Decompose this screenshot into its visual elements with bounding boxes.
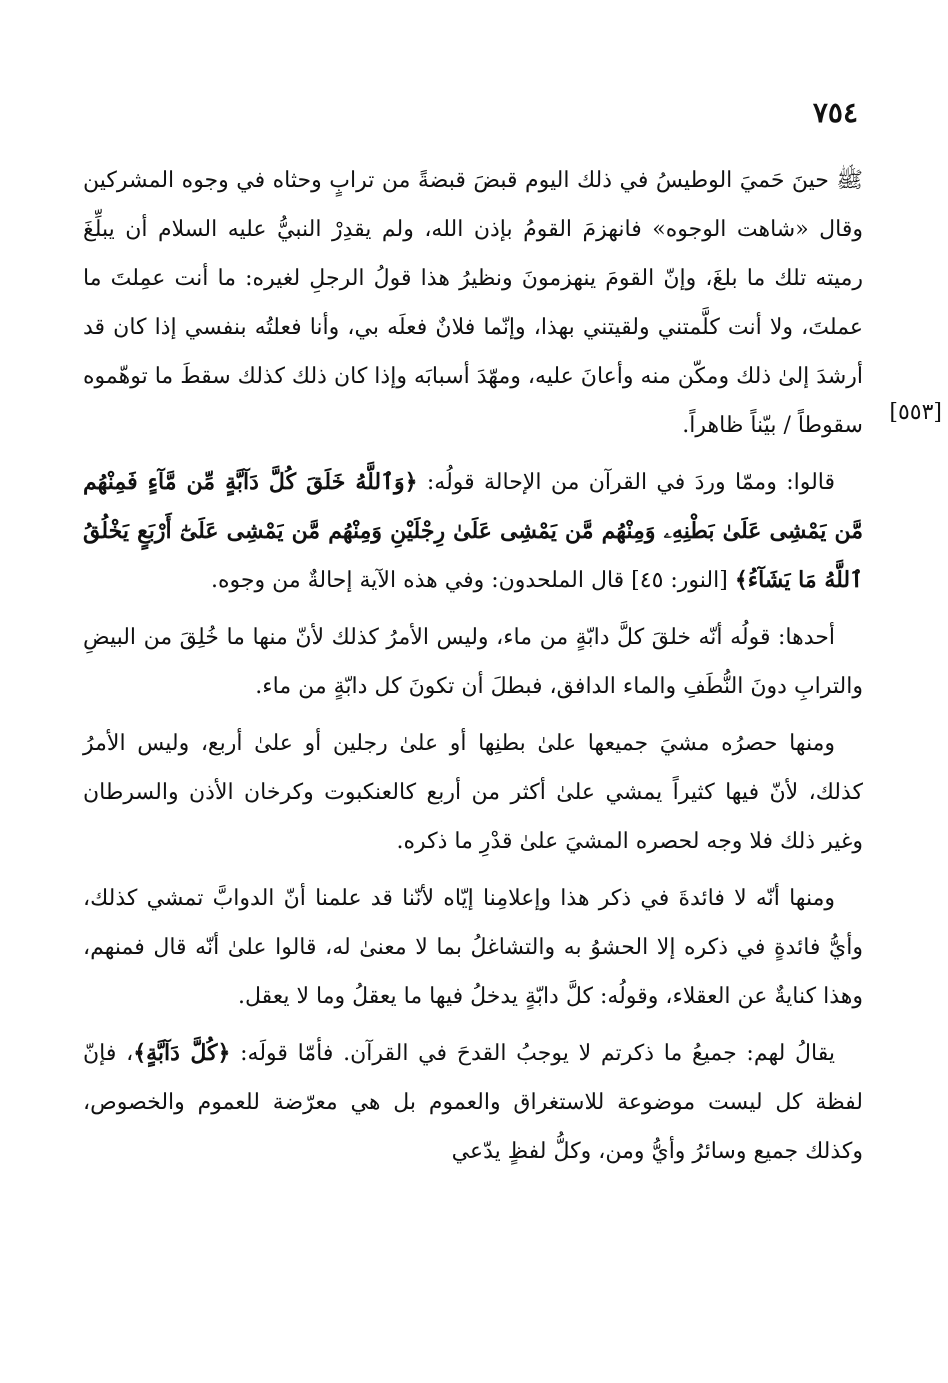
paragraph-text: ، فإنّ لفظة كل ليست موضوعة للاستغراق والعموم بل هي معرّضة للعموم والخصوص، وكذلك جميع وسائرُ وأيُّ ومن، وكلُّ لفظٍ يدّعي xyxy=(83,1041,863,1164)
paragraph-1 xyxy=(83,156,863,450)
paragraph-5 xyxy=(83,874,863,1021)
paragraph-text: ﷺ حينَ حَميَ الوطيسُ في ذلك اليوم قبضَ قبضةً من ترابٍ وحثاه في وجوه المشركين وقال «شاهت الوجوه» فانهزمَ القومُ بإذن الله، ولم يقدِرْ النبيُّ عليه السلام أن يبلِّغَ رميته تلك ما بلغَ، وإنّ القومَ ينهزمونَ ونظيرُ هذا قولُ الرجلِ لغيره: ما أنت عمِلتَ ما عملتَ، ولا أنت كلَّمتني ولقيتني بهذا، وإنّما فلانٌ فعلَه بي، وأنا فعلتُه بنفسي إذا كان قد أرشدَ إلىٰ ذلك ومكّن منه وأعانَ عليه، ومهّدَ أسبابَه وإذا كان ذلك كذلك سقطَ ما توهّموه سقوطاً / بيّناً ظاهراً. xyxy=(83,168,863,438)
paragraph-text: ومنها حصرُه مشيَ جميعها علىٰ بطنِها أو علىٰ رجلين أو علىٰ أربع، وليس الأمرُ كذلك، لأنّ فيها كثيراً يمشي علىٰ أكثر من أربع كالعنكبوت وكرخان الأذن والسرطان وغير ذلك فلا وجه لحصره المشيَ علىٰ قدْرِ ما ذكره. xyxy=(83,731,863,854)
paragraph-text: يقالُ لهم: جميعُ ما ذكرتم لا يوجبُ القدحَ في القرآن. فأمّا قولَه: xyxy=(230,1041,835,1066)
paragraph-6 xyxy=(83,1029,863,1176)
page-number: ٧٥٤ xyxy=(812,96,858,129)
paragraph-text: [النور: ٤٥] قال الملحدون: وفي هذه الآية إحالةٌ من وجوه. xyxy=(210,568,735,593)
paragraph-text: أحدها: قولُه أنّه خلقَ كلَّ دابّةٍ من ماء، وليس الأمرُ كذلك لأنّ منها ما خُلِقَ من البيضِ والترابِ دونَ النُّطَفِ والماء الدافق، فبطلَ أن تكونَ كل دابّةٍ من ماء. xyxy=(83,625,863,699)
paragraph-4 xyxy=(83,719,863,866)
page-text-body xyxy=(83,156,863,1176)
paragraph-2 xyxy=(83,458,863,605)
paragraph-text: قالوا: وممّا وردَ في القرآن من الإحالة قولُه: xyxy=(417,470,836,495)
paragraph-3 xyxy=(83,613,863,711)
quran-verse: ﴿كُلَّ دَآبَّةٍ﴾ xyxy=(133,1040,231,1066)
paragraph-text: ومنها أنّه لا فائدةَ في ذكر هذا وإعلامِنا إيّاه لأنّنا قد علمنا أنّ الدوابَّ تمشي كذلك، وأيُّ فائدةٍ في ذكره إلا الحشوُ به والتشاغلُ بما لا معنىٰ له، قالوا علىٰ أنّه قال فمنهم، وهذا كنايةٌ عن العقلاء، وقولُه: كلَّ دابّةٍ يدخلُ فيها ما يعقلُ وما لا يعقل. xyxy=(83,886,863,1009)
margin-page-reference: [٥٥٣] xyxy=(889,400,942,425)
quran-verse: ﴿وَٱللَّهُ خَلَقَ كُلَّ دَآبَّةٍ مِّن مَّآءٍ فَمِنْهُم مَّن يَمْشِى عَلَىٰ بَطْنِهِۦ وَمِنْهُم مَّن يَمْشِى عَلَىٰ رِجْلَيْنِ وَمِنْهُم مَّن يَمْشِى عَلَىٰٓ أَرْبَعٍ يَخْلُقُ ٱللَّهُ مَا يَشَآءُ﴾ xyxy=(83,469,863,593)
